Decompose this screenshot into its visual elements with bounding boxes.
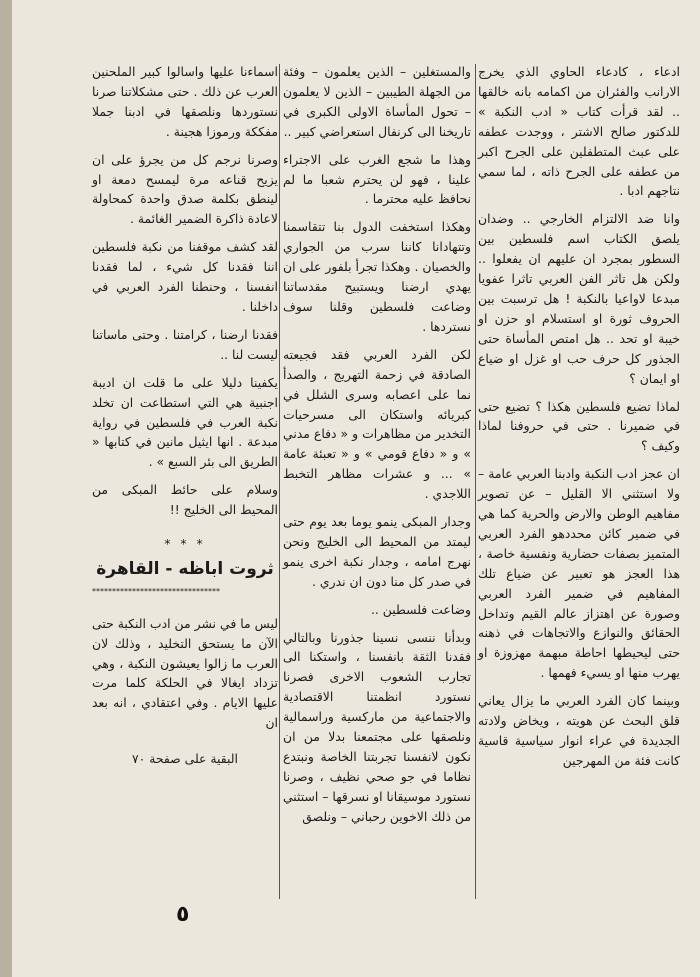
paragraph: وهذا ما شجع الغرب على الاجتراء علينا ، فهو لن يحترم شعبا ما لم نحافظ عليه محترما .	[283, 151, 471, 207]
column-divider-right	[475, 64, 476, 899]
author-byline: ثروت اباظه - القاهرة	[96, 558, 274, 579]
paragraph: وهكذا استخفت الدول بنا تتقاسمنا وتتهادانا كاننا سرب من الجواري والخصيان . وهكذا تجرأ بلفور على ان يهدي ارضنا ويستبيح مقدساتنا وضاعت فلسطين وقلنا سوف نستردها .	[283, 219, 471, 334]
column-divider-left	[279, 64, 280, 899]
paragraph: اسماءنا عليها واسالوا كبير الملحنين العرب عن ذلك . حتى مشكلاتنا صرنا نستوردها ونلصقها في ادبنا جملا مفككة ورموزا هجينة .	[92, 64, 278, 139]
paragraph: وبدأنا ننسى نسينا جذورنا وبالتالي فقدنا الثقة بانفسنا ، واستكنا الى تجارب الشعوب الاخرى فصرنا نستورد انظمتنا الاقتصادية والاجتماعية من ماركسية وراسمالية ونلصقها على مجتمعنا بدلا من ان نكون لانفسنا تجربتنا الخاصة ونبتدع نظاما في جو صحي نظيف ، وصرنا نستورد موسيقانا او نسرقها – استثني من ذلك الاخوين رحباني – ونلصق	[282, 629, 471, 824]
byline-rule: ********************************	[92, 586, 220, 596]
paragraph: يكفينا دليلا على ما قلت ان اديبة اجنبية هي التي استطاعت ان تخلد نكبة العرب في فلسطين في رواية مبدعة . انها ايثيل مانين في كتابها « الطريق الى بئر السبع » .	[92, 374, 278, 470]
page-gutter	[0, 0, 12, 977]
paragraph: ليس ما في نشر من ادب النكبة حتى الآن ما يستحق التخليد ، وذلك لان العرب ما زالوا يعيشون النكبة ، وهي تزداد ايغالا في الحلكة كلما مرت عليها الايام . وفي اعتقادي ، انه بعد ان	[92, 615, 278, 731]
section-separator: * * *	[164, 536, 206, 552]
paragraph: ادعاء ، كادعاء الحاوي الذي يخرج الارانب والفئران من اكمامه بانه خالقها .. لقد قرأت كتاب « ادب النكبة » للدكتور صالح الاشتر ، ووجدت عطفه على عبث المتطفلين على الجرح اكبر من عطفه على الجرح ذاته ، لما سمي نتاجهم ادبا .	[478, 64, 680, 199]
column-right	[478, 62, 680, 779]
paragraph: فقدنا ارضنا ، كرامتنا . وحتى ماساتنا ليست لنا ..	[92, 326, 278, 362]
paragraph: لكن الفرد العربي فقد فجيعته الصادقة في زحمة التهريج ، والصدأ نما على اعصابه وسرى الشلل في كبريائه واستكان الى مسرحيات التخدير من مظاهرات و « دفاع مدني » و « دفاع قومي » و « تعبئة عامة » ... و عشرات مظاهر التخبط اللاجدي .	[283, 346, 471, 502]
paragraph: وسلام على حائط المبكى من المحيط الى الخليج !!	[92, 482, 278, 518]
continuation-note: البقية على صفحة ٧٠	[132, 751, 238, 767]
paragraph: ان عجز ادب النكبة وادبنا العربي عامة – ولا استثني الا القليل – عن تصوير مفاهيم الوطن والارض والحرية كما هي في ضمير كائن محددهو الفرد العربي المتميز بصفات حضارية ونفسية خاصة ، هذا العجز هو تعبير عن ضياع تلك المفاهيم في ضمير الفرد العربي وصورة عن اهتزاز عالم القيم وتداخل الحقائق والنوازع والاتجاهات في ذهنه حتى ليحيطها احاطة مبهمة مهزوزة او يهرب منها او يسيء فهمها .	[478, 466, 680, 681]
column-middle	[283, 62, 471, 835]
page-number: ٥	[176, 902, 190, 927]
column-left	[92, 62, 278, 769]
paragraph: وجدار المبكى ينمو يوما بعد يوم حتى ليمتد من المحيط الى الخليج ونحن نهرج امامه ، وجدار نكبة اخرى ينمو في صدر كل منا دون ان ندري .	[283, 514, 471, 589]
paragraph: لماذا تضيع فلسطين هكذا ؟ تضيع حتى في ضميرنا . حتى في حروفنا لماذا وكيف ؟	[478, 398, 680, 454]
paragraph: وصرنا نرجم كل من يجرؤ على ان يزيح قناعه مرة ليمسح دمعة او لينطق بكلمة صدق واحدة كمحاولة لاعادة ذاكرة الضمير الغائمة .	[92, 151, 278, 227]
paragraph: والمستغلين – الذين يعلمون – وفئة من الجهلة الطيبين – الذين لا يعلمون – تحول المأساة الاولى الكبرى في تاريخنا الى كرنفال استعراضي كبير ..	[283, 64, 471, 139]
paragraph: وضاعت فلسطين ..	[370, 601, 471, 617]
paragraph: وبينما كان الفرد العربي ما يزال يعاني قلق البحث عن هويته ، ويخاض ولادته الجديدة في عراء انوار سياسية قاسية كانت فئة من المهرجين	[478, 693, 680, 768]
paragraph: لقد كشف موقفنا من نكبة فلسطين اننا فقدنا كل شيء ، لما فقدنا انفسنا ، وحنطنا الفرد العربي في داخلنا .	[92, 239, 278, 314]
paragraph: وانا ضد الالتزام الخارجي .. وضدان يلصق الكتاب اسم فلسطين بين السطور بمجرد ان عليهم ان يفعلوا .. ولكن هل تاثر الفن العربي تاثرا عفويا مبدعا لاواعيا بالنكبة ! هل ترسبت بين الحروف ثورة او استسلام او حزن او خيبة او تحد .. هل امتص المأساة حتى الجذور كل حرف حب او غزل او ضياع او ايمان ؟	[478, 211, 680, 386]
